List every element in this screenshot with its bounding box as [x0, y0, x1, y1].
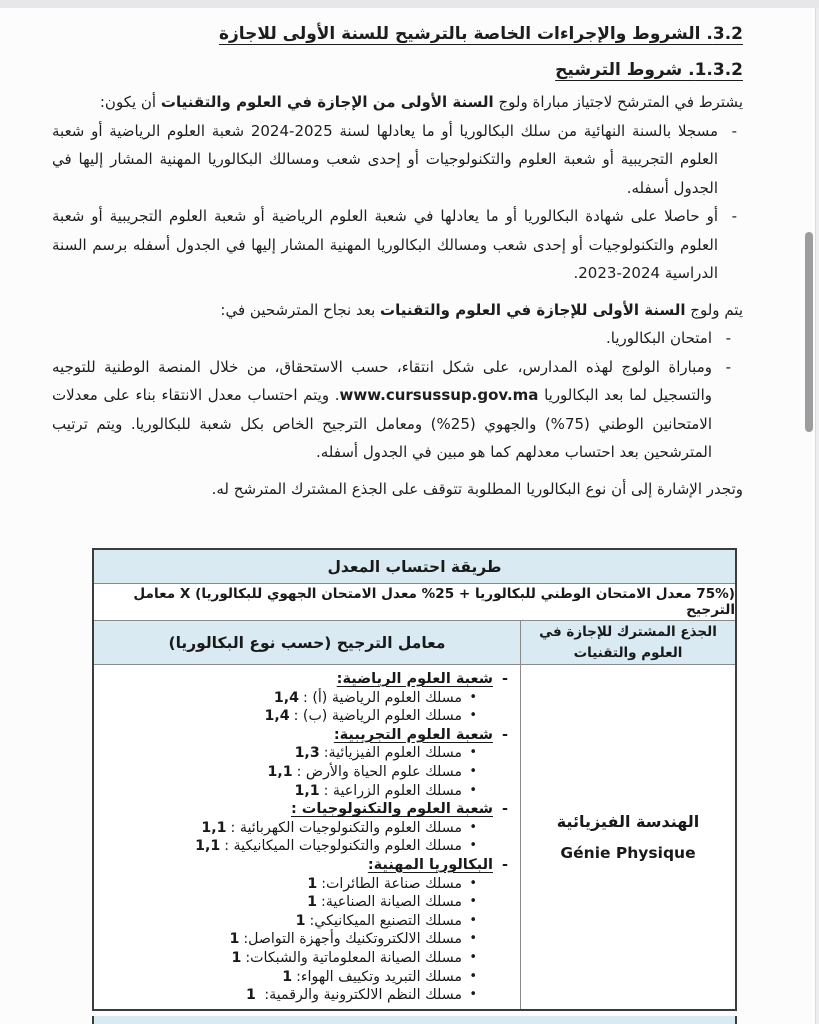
access-item-selection: [52, 353, 737, 467]
access-item-bac-exam: - امتحان البكالوريا.: [52, 324, 737, 353]
selection-text-post: . ويتم احتساب معدل الانتقاء بناء على معدلات الامتحانين الوطني (75%) والجهوي (25%) ومعامل الترجيح الخاص بكل شعبة للبكالوريا. ويتم ترتيب المترشحين بعد احتساب معدلهم كما هو مبين في الجدول أسفله.: [52, 386, 713, 461]
conditions-list: [52, 117, 743, 288]
branch-items: [100, 875, 510, 1005]
table-formula-row: (75% معدل الامتحان الوطني للبكالوريا + 25% معدل الامتحان الجهوي للبكالوريا) X معامل الترجيح: [94, 584, 735, 621]
condition-item-2: - أو حاصلا على شهادة البكالوريا أو ما يعادلها في شعبة العلوم الرياضية أو شعبة العلوم التجريبية أو شعبة العلوم والتكنولوجيات أو إحدى شعب ومسالك البكالوريا المهنية المشار إليها في الجدول أسفله برسم السنة الدراسية 2024-2023.: [52, 202, 743, 288]
track-name-french: Génie Physique: [560, 844, 696, 862]
bac-branch-group: [100, 670, 510, 726]
track-label: مسلك صناعة الطائرات:: [321, 875, 462, 892]
track-weight-item: [100, 912, 477, 931]
track-weight-item: [100, 986, 477, 1005]
track-label: مسلك الصيانة الصناعية:: [321, 894, 462, 911]
track-label: مسلك علوم الحياة والأرض :: [296, 763, 462, 780]
track-label: مسلك الالكتروتكنيك وأجهزة التواصل:: [243, 931, 462, 948]
track-label: مسلك العلوم الرياضية (أ) :: [303, 689, 462, 706]
track-weight-item: [100, 837, 477, 856]
track-weight-item: [100, 782, 477, 801]
document-page: [0, 8, 815, 1024]
common-core-cell: [520, 665, 735, 1009]
track-weight: 1,3: [294, 745, 320, 762]
document-text-block: [0, 8, 815, 540]
track-label: مسلك النظم الالكترونية والرقمية:: [259, 987, 462, 1004]
track-weight: 1: [231, 949, 242, 966]
track-weight-item: [100, 819, 477, 838]
intro-text-post: أن يكون:: [99, 93, 161, 111]
branch-title: - شعبة العلوم والتكنولوجيات :: [100, 800, 510, 819]
track-label: مسلك التبريد وتكييف الهواء:: [296, 968, 462, 985]
track-weight: 1: [245, 987, 256, 1004]
track-weight: 1,1: [267, 763, 293, 780]
track-label: مسلك العلوم والتكنولوجيات الكهربائية :: [230, 819, 462, 836]
weighting-table: [92, 548, 737, 1011]
track-label: مسلك العلوم الفيزيائية:: [323, 745, 462, 762]
branch-title: - البكالوريا المهنية:: [100, 856, 510, 875]
track-weight-item: [100, 689, 477, 708]
bac-branch-group: [100, 800, 510, 856]
track-weight: 1,1: [294, 782, 320, 799]
selection-text-pre: ومباراة الولوج لهذه المدارس، على شكل انتقاء، حسب الاستحقاق، من خلال المنصة الوطنية للتوجيه والتسجيل لما بعد البكالوريا: [52, 357, 712, 404]
track-weight: 1,4: [273, 689, 300, 706]
track-weight-item: [100, 893, 477, 912]
subsection-heading: 1.3.2. شروط الترشيح: [555, 60, 743, 80]
viewer-top-gutter: [0, 0, 819, 8]
track-weight-item: [100, 875, 477, 894]
track-label: مسلك التصنيع الميكانيكي:: [309, 912, 462, 929]
weighting-cell: [94, 665, 520, 1009]
track-label: مسلك العلوم الزراعية :: [323, 782, 462, 799]
track-weight-item: [100, 930, 477, 949]
track-weight: 1: [307, 875, 318, 892]
track-name-arabic: الهندسة الفيزيائية: [556, 812, 700, 831]
track-label: مسلك العلوم الرياضية (ب) :: [293, 708, 462, 725]
intro-text-bold: السنة الأولى من الإجازة في العلوم والتقنيات: [160, 93, 494, 111]
column-header-common-core: الجذع المشترك للإجازة في العلوم والتقنيات: [520, 621, 735, 664]
track-label: مسلك العلوم والتكنولوجيات الميكانيكية :: [224, 838, 462, 855]
branch-title: - شعبة العلوم الرياضية:: [100, 670, 510, 689]
column-header-weighting: معامل الترجيح (حسب نوع البكالوريا): [168, 633, 446, 652]
access-text-pre: يتم ولوج: [685, 300, 743, 319]
track-weight: 1,4: [264, 708, 290, 725]
branch-items: [100, 689, 510, 726]
branch-items: [100, 744, 510, 800]
track-weight-item: [100, 744, 477, 763]
access-text-bold: السنة الأولى للإجازة في العلوم والتقنيات: [380, 300, 686, 319]
track-weight: 1,1: [195, 838, 221, 855]
track-weight: 1,1: [201, 819, 227, 836]
condition-item-1: - مسجلا بالسنة النهائية من سلك البكالوريا أو ما يعادلها لسنة 2025-2024 شعبة العلوم الرياضية أو شعبة العلوم التجريبية أو شعبة العلوم والتكنولوجيات أو إحدى شعب ومسالك البكالوريا المهنية المشار إليها في الجدول أسفله.: [52, 117, 743, 203]
branch-items: [100, 819, 510, 856]
track-weight-item: [100, 763, 477, 782]
track-weight: 1: [307, 894, 318, 911]
track-weight-item: [100, 949, 477, 968]
table-body-row: [94, 665, 735, 1009]
track-weight: 1: [282, 968, 293, 985]
section-heading: 3.2. الشروط والإجراءات الخاصة بالترشيح للسنة الأولى للاجازة: [218, 24, 743, 44]
access-list: [52, 324, 743, 467]
scrollbar-thumb[interactable]: [805, 232, 813, 432]
track-weight-item: [100, 968, 477, 987]
track-weight: 1: [295, 912, 306, 929]
table-title: طريقة احتساب المعدل: [94, 550, 735, 584]
page-edge-line: [815, 0, 816, 1024]
track-weight-item: [100, 707, 477, 726]
cursussup-url: www.cursussup.gov.ma: [339, 386, 539, 404]
note-paragraph: وتجدر الإشارة إلى أن نوع البكالوريا المطلوبة تتوقف على الجذع المشترك المترشح له.: [211, 479, 743, 498]
track-label: مسلك الصيانة المعلوماتية والشبكات:: [245, 949, 462, 966]
intro-paragraph: [52, 88, 743, 117]
intro-text-pre: يشترط في المترشح لاجتياز مباراة ولوج: [493, 93, 743, 111]
access-text-post: بعد نجاح المترشحين في:: [220, 300, 381, 319]
table-header-row: [94, 621, 735, 665]
branch-title: - شعبة العلوم التجريبية:: [100, 726, 510, 745]
bac-branch-group: [100, 726, 510, 800]
bac-branch-group: [100, 856, 510, 1005]
access-paragraph: [52, 296, 743, 325]
track-weight: 1: [229, 931, 240, 948]
next-table-row-cutoff: [92, 1016, 737, 1024]
